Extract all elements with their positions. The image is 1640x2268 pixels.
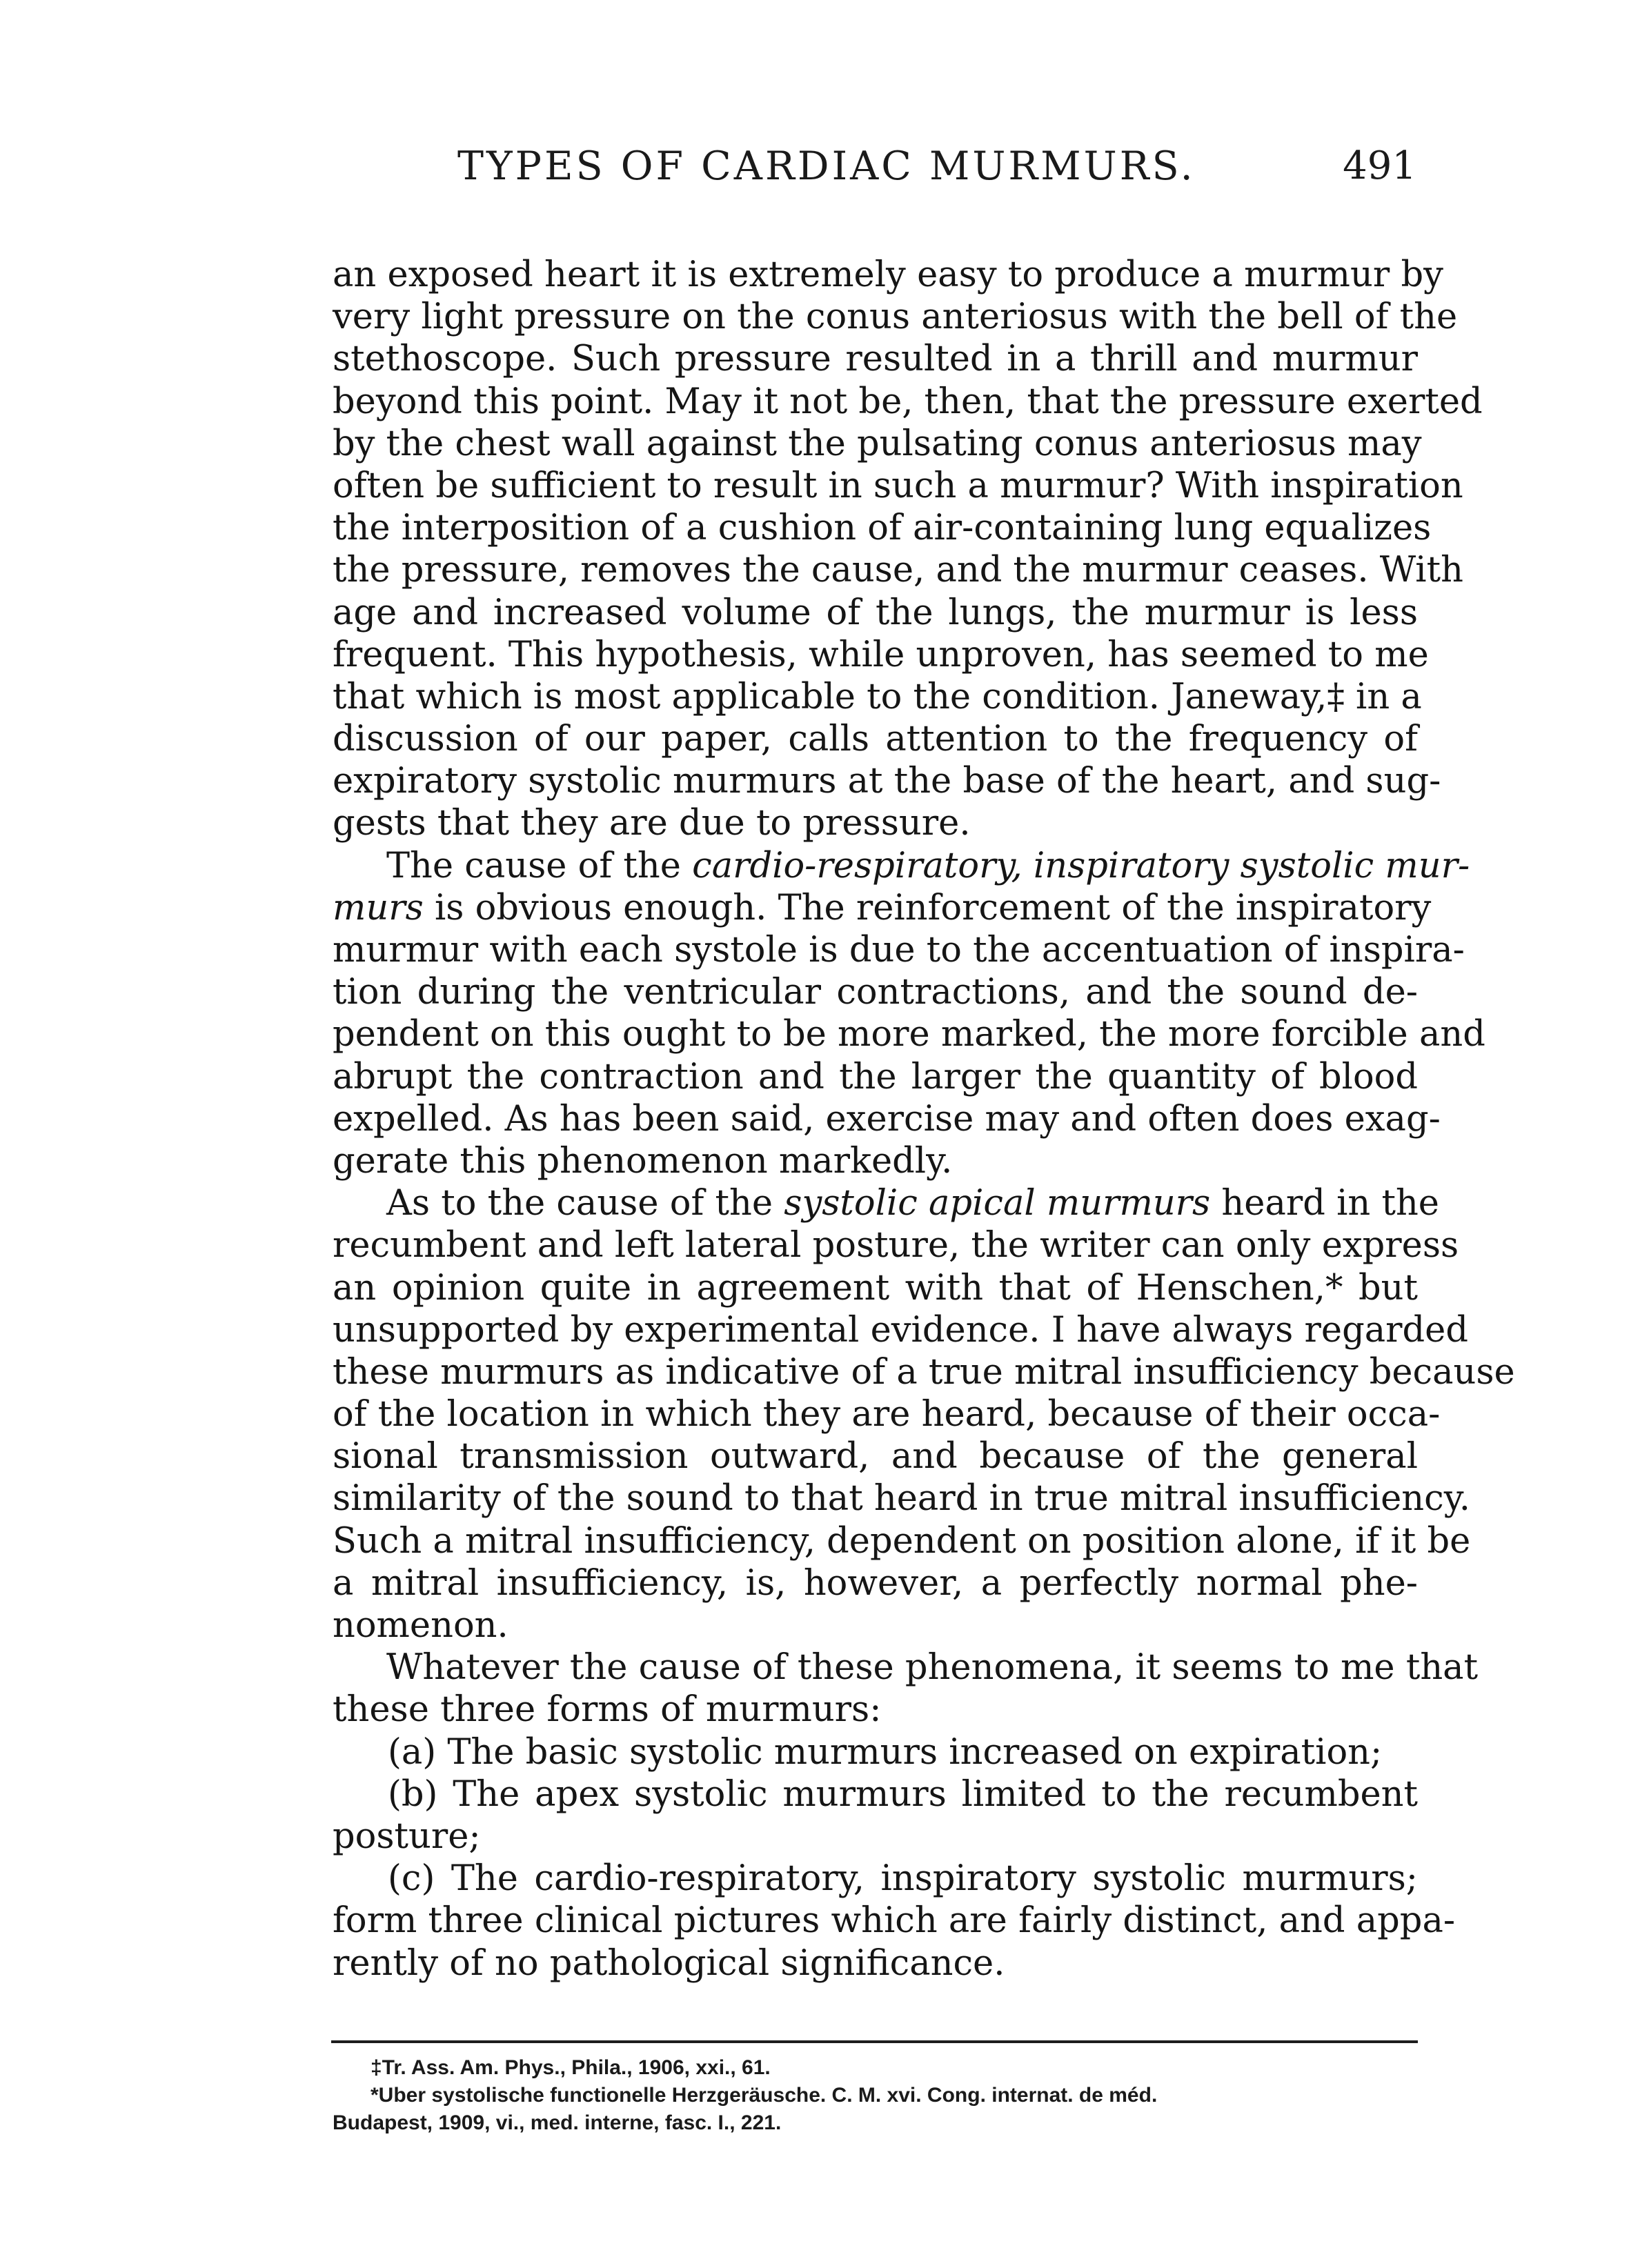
text-line: abrupt the contraction and the larger the quantity of blood (333, 1056, 1418, 1097)
text-line (333, 887, 1432, 929)
text-line: that which is most applicable to the condition. Janeway,‡ in a (333, 676, 1422, 717)
list-item-a: (a) The basic systolic murmurs increased on expiration; (388, 1731, 1383, 1773)
page-number: 491 (1343, 143, 1416, 188)
text-line: gerate this phenomenon markedly. (333, 1140, 953, 1182)
footnote-henschen: *Uber systolische functionelle Herzgeräusche. C. M. xvi. Cong. internat. de méd. (371, 2084, 1158, 2107)
text-line: these murmurs as indicative of a true mitral insufficiency because (333, 1351, 1515, 1393)
text-line: an opinion quite in agreement with that of Henschen,* but (333, 1267, 1418, 1309)
text-line: the interposition of a cushion of air-containing lung equalizes (333, 508, 1432, 549)
text-line: frequent. This hypothesis, while unproven, has seemed to me (333, 634, 1429, 675)
text-line: an exposed heart it is extremely easy to produce a murmur by (333, 255, 1443, 295)
footnote-janeway: ‡Tr. Ass. Am. Phys., Phila., 1906, xxi., 61. (371, 2056, 771, 2079)
text-run: As to the cause of the (386, 1183, 784, 1224)
text-run: is obvious enough. The reinforcement of the inspiratory (423, 887, 1432, 928)
text-line: discussion of our paper, calls attention to the frequency of (333, 719, 1418, 760)
list-item-c: (c) The cardio-respiratory, inspiratory systolic murmurs; (388, 1858, 1418, 1900)
text-line: tion during the ventricular contractions, and the sound de- (333, 972, 1418, 1013)
text-run: heard in the (1210, 1183, 1439, 1224)
text-line: similarity of the sound to that heard in true mitral insufficiency. (333, 1478, 1470, 1520)
list-item-b: (b) The apex systolic murmurs limited to the recumbent (388, 1773, 1418, 1815)
emphasis: murs (333, 887, 424, 928)
text-line: of the location in which they are heard, because of their occa- (333, 1394, 1441, 1435)
text-line: murmur with each systole is due to the accentuation of inspira- (333, 930, 1465, 971)
body-text (333, 254, 1515, 1984)
list-item-b-continued: posture; (333, 1816, 481, 1857)
page-header (331, 143, 1416, 206)
text-line: these three forms of murmurs: (333, 1689, 882, 1731)
text-line: Such a mitral insufficiency, dependent on position alone, if it be (333, 1520, 1471, 1562)
running-title: TYPES OF CARDIAC MURMURS. (457, 143, 1196, 189)
text-line: expiratory systolic murmurs at the base of the heart, and sug- (333, 761, 1441, 802)
text-line: sional transmission outward, and because of the general (333, 1436, 1418, 1478)
text-line: pendent on this ought to be more marked, the more forcible and (333, 1014, 1485, 1055)
text-line: by the chest wall against the pulsating conus anteriosus may (333, 423, 1422, 464)
text-line: a mitral insufficiency, is, however, a perfectly normal phe- (333, 1562, 1418, 1604)
text-line: beyond this point. May it not be, then, that the pressure exerted (333, 381, 1483, 422)
emphasis: cardio-respiratory, inspiratory systolic mur- (692, 845, 1470, 886)
text-line (333, 845, 1470, 887)
text-line: recumbent and left lateral posture, the writer can only express (333, 1225, 1459, 1266)
footnote-divider (331, 2040, 1418, 2043)
text-run: The cause of the (386, 845, 693, 886)
text-line: the pressure, removes the cause, and the murmur ceases. With (333, 550, 1463, 591)
text-line: nomenon. (333, 1605, 508, 1646)
text-line: rently of no pathological significance. (333, 1942, 1005, 1984)
text-line: very light pressure on the conus anteriosus with the bell of the (333, 297, 1458, 338)
text-line: age and increased volume of the lungs, the murmur is less (333, 592, 1418, 633)
text-line: Whatever the cause of these phenomena, it seems to me that (386, 1647, 1479, 1689)
text-line: stethoscope. Such pressure resulted in a thrill and murmur (333, 339, 1418, 380)
text-line: gests that they are due to pressure. (333, 803, 971, 844)
text-line: often be sufficient to result in such a murmur? With inspiration (333, 465, 1463, 506)
emphasis: systolic apical murmurs (784, 1183, 1211, 1224)
text-line: expelled. As has been said, exercise may and often does exag- (333, 1098, 1441, 1140)
text-line: form three clinical pictures which are fairly distinct, and appa- (333, 1900, 1456, 1942)
footnote-henschen-continued: Budapest, 1909, vi., med. interne, fasc. I., 221. (333, 2111, 782, 2134)
footnotes (333, 2054, 1418, 2137)
text-line (333, 1182, 1439, 1224)
text-line: unsupported by experimental evidence. I have always regarded (333, 1309, 1468, 1351)
